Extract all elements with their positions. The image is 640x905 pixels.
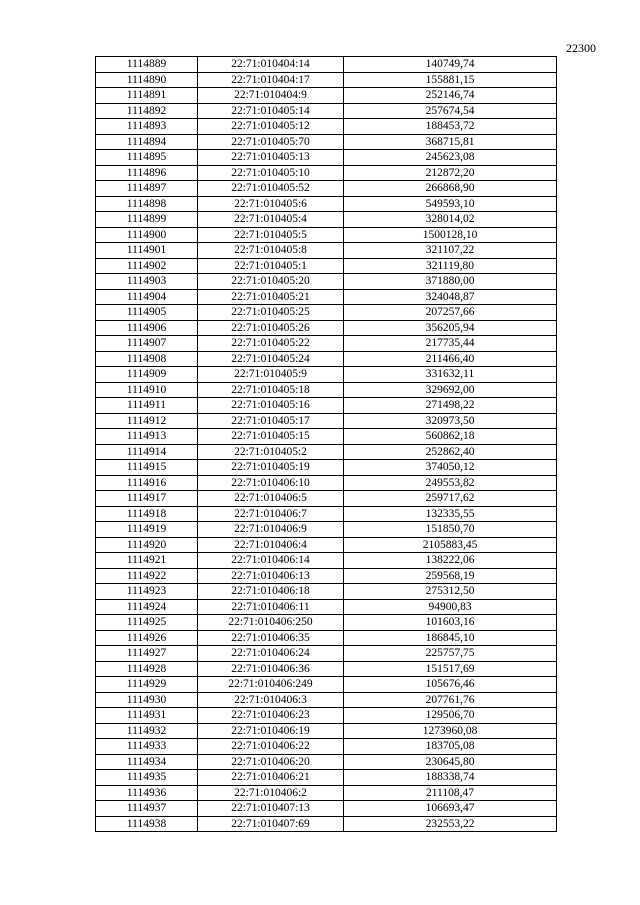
cadastral-number-cell: 22:71:010406:14	[198, 553, 344, 569]
table-row	[96, 723, 557, 739]
table-row	[96, 196, 557, 212]
table-row	[96, 599, 557, 615]
value-cell: 183705,08	[344, 739, 557, 755]
table-row	[96, 336, 557, 352]
row-number-cell: 1114914	[96, 444, 198, 460]
cadastral-number-cell: 22:71:010405:2	[198, 444, 344, 460]
table-row	[96, 181, 557, 197]
table-row	[96, 584, 557, 600]
value-cell: 140749,74	[344, 57, 557, 73]
value-cell: 207257,66	[344, 305, 557, 321]
table-row	[96, 289, 557, 305]
table-row	[96, 754, 557, 770]
row-number-cell: 1114928	[96, 661, 198, 677]
row-number-cell: 1114899	[96, 212, 198, 228]
registry-table	[95, 56, 557, 832]
cadastral-number-cell: 22:71:010405:21	[198, 289, 344, 305]
registry-table-body	[96, 57, 557, 832]
cadastral-number-cell: 22:71:010404:9	[198, 88, 344, 104]
row-number-cell: 1114925	[96, 615, 198, 631]
row-number-cell: 1114895	[96, 150, 198, 166]
value-cell: 211466,40	[344, 351, 557, 367]
cadastral-number-cell: 22:71:010405:12	[198, 119, 344, 135]
table-row	[96, 72, 557, 88]
cadastral-number-cell: 22:71:010406:11	[198, 599, 344, 615]
value-cell: 275312,50	[344, 584, 557, 600]
cadastral-number-cell: 22:71:010406:19	[198, 723, 344, 739]
table-row	[96, 243, 557, 259]
value-cell: 368715,81	[344, 134, 557, 150]
table-row	[96, 274, 557, 290]
cadastral-number-cell: 22:71:010406:5	[198, 491, 344, 507]
table-row	[96, 739, 557, 755]
table-row	[96, 134, 557, 150]
row-number-cell: 1114908	[96, 351, 198, 367]
value-cell: 151517,69	[344, 661, 557, 677]
cadastral-number-cell: 22:71:010405:22	[198, 336, 344, 352]
value-cell: 1500128,10	[344, 227, 557, 243]
row-number-cell: 1114937	[96, 801, 198, 817]
cadastral-number-cell: 22:71:010405:19	[198, 460, 344, 476]
cadastral-number-cell: 22:71:010406:10	[198, 475, 344, 491]
value-cell: 211108,47	[344, 785, 557, 801]
cadastral-number-cell: 22:71:010406:3	[198, 692, 344, 708]
cadastral-number-cell: 22:71:010405:25	[198, 305, 344, 321]
value-cell: 151850,70	[344, 522, 557, 538]
value-cell: 230645,80	[344, 754, 557, 770]
value-cell: 188338,74	[344, 770, 557, 786]
cadastral-number-cell: 22:71:010406:20	[198, 754, 344, 770]
cadastral-number-cell: 22:71:010405:70	[198, 134, 344, 150]
value-cell: 271498,22	[344, 398, 557, 414]
value-cell: 1273960,08	[344, 723, 557, 739]
table-row	[96, 351, 557, 367]
row-number-cell: 1114890	[96, 72, 198, 88]
table-row	[96, 413, 557, 429]
page-number: 22300	[566, 41, 596, 55]
row-number-cell: 1114903	[96, 274, 198, 290]
value-cell: 225757,75	[344, 646, 557, 662]
row-number-cell: 1114920	[96, 537, 198, 553]
value-cell: 560862,18	[344, 429, 557, 445]
value-cell: 356205,94	[344, 320, 557, 336]
row-number-cell: 1114904	[96, 289, 198, 305]
table-row	[96, 398, 557, 414]
cadastral-number-cell: 22:71:010406:18	[198, 584, 344, 600]
value-cell: 329692,00	[344, 382, 557, 398]
cadastral-number-cell: 22:71:010406:9	[198, 522, 344, 538]
row-number-cell: 1114927	[96, 646, 198, 662]
value-cell: 331632,11	[344, 367, 557, 383]
value-cell: 245623,08	[344, 150, 557, 166]
value-cell: 321119,80	[344, 258, 557, 274]
table-row	[96, 475, 557, 491]
row-number-cell: 1114909	[96, 367, 198, 383]
value-cell: 320973,50	[344, 413, 557, 429]
table-row	[96, 506, 557, 522]
cadastral-number-cell: 22:71:010406:7	[198, 506, 344, 522]
cadastral-number-cell: 22:71:010405:9	[198, 367, 344, 383]
table-row	[96, 522, 557, 538]
value-cell: 212872,20	[344, 165, 557, 181]
value-cell: 549593,10	[344, 196, 557, 212]
row-number-cell: 1114933	[96, 739, 198, 755]
value-cell: 259568,19	[344, 568, 557, 584]
row-number-cell: 1114902	[96, 258, 198, 274]
row-number-cell: 1114900	[96, 227, 198, 243]
value-cell: 138222,06	[344, 553, 557, 569]
table-row	[96, 429, 557, 445]
cadastral-number-cell: 22:71:010406:23	[198, 708, 344, 724]
value-cell: 371880,00	[344, 274, 557, 290]
value-cell: 188453,72	[344, 119, 557, 135]
table-row	[96, 320, 557, 336]
table-row	[96, 444, 557, 460]
table-row	[96, 212, 557, 228]
value-cell: 2105883,45	[344, 537, 557, 553]
table-row	[96, 165, 557, 181]
table-row	[96, 801, 557, 817]
table-row	[96, 785, 557, 801]
table-row	[96, 382, 557, 398]
cadastral-number-cell: 22:71:010405:17	[198, 413, 344, 429]
cadastral-number-cell: 22:71:010406:24	[198, 646, 344, 662]
value-cell: 207761,76	[344, 692, 557, 708]
value-cell: 105676,46	[344, 677, 557, 693]
cadastral-number-cell: 22:71:010405:4	[198, 212, 344, 228]
row-number-cell: 1114898	[96, 196, 198, 212]
value-cell: 129506,70	[344, 708, 557, 724]
table-row	[96, 119, 557, 135]
cadastral-number-cell: 22:71:010406:22	[198, 739, 344, 755]
cadastral-number-cell: 22:71:010405:52	[198, 181, 344, 197]
value-cell: 232553,22	[344, 816, 557, 832]
cadastral-number-cell: 22:71:010406:250	[198, 615, 344, 631]
table-row	[96, 630, 557, 646]
cadastral-number-cell: 22:71:010406:13	[198, 568, 344, 584]
row-number-cell: 1114894	[96, 134, 198, 150]
row-number-cell: 1114921	[96, 553, 198, 569]
value-cell: 101603,16	[344, 615, 557, 631]
value-cell: 328014,02	[344, 212, 557, 228]
row-number-cell: 1114918	[96, 506, 198, 522]
value-cell: 374050,12	[344, 460, 557, 476]
row-number-cell: 1114897	[96, 181, 198, 197]
row-number-cell: 1114892	[96, 103, 198, 119]
row-number-cell: 1114922	[96, 568, 198, 584]
row-number-cell: 1114905	[96, 305, 198, 321]
cadastral-number-cell: 22:71:010405:18	[198, 382, 344, 398]
table-row	[96, 491, 557, 507]
row-number-cell: 1114936	[96, 785, 198, 801]
table-row	[96, 553, 557, 569]
row-number-cell: 1114926	[96, 630, 198, 646]
cadastral-number-cell: 22:71:010406:35	[198, 630, 344, 646]
row-number-cell: 1114907	[96, 336, 198, 352]
table-row	[96, 258, 557, 274]
table-row	[96, 692, 557, 708]
row-number-cell: 1114906	[96, 320, 198, 336]
row-number-cell: 1114901	[96, 243, 198, 259]
row-number-cell: 1114915	[96, 460, 198, 476]
table-row	[96, 305, 557, 321]
table-row	[96, 816, 557, 832]
table-row	[96, 150, 557, 166]
cadastral-number-cell: 22:71:010406:4	[198, 537, 344, 553]
row-number-cell: 1114891	[96, 88, 198, 104]
cadastral-number-cell: 22:71:010406:36	[198, 661, 344, 677]
cadastral-number-cell: 22:71:010405:13	[198, 150, 344, 166]
row-number-cell: 1114889	[96, 57, 198, 73]
cadastral-number-cell: 22:71:010405:10	[198, 165, 344, 181]
table-row	[96, 227, 557, 243]
table-row	[96, 677, 557, 693]
cadastral-number-cell: 22:71:010405:16	[198, 398, 344, 414]
row-number-cell: 1114919	[96, 522, 198, 538]
row-number-cell: 1114893	[96, 119, 198, 135]
row-number-cell: 1114934	[96, 754, 198, 770]
table-row	[96, 770, 557, 786]
row-number-cell: 1114929	[96, 677, 198, 693]
cadastral-number-cell: 22:71:010405:20	[198, 274, 344, 290]
table-row	[96, 708, 557, 724]
value-cell: 132335,55	[344, 506, 557, 522]
table-row	[96, 460, 557, 476]
cadastral-number-cell: 22:71:010405:5	[198, 227, 344, 243]
row-number-cell: 1114923	[96, 584, 198, 600]
row-number-cell: 1114932	[96, 723, 198, 739]
cadastral-number-cell: 22:71:010406:21	[198, 770, 344, 786]
value-cell: 257674,54	[344, 103, 557, 119]
row-number-cell: 1114916	[96, 475, 198, 491]
row-number-cell: 1114924	[96, 599, 198, 615]
table-row	[96, 57, 557, 73]
value-cell: 252862,40	[344, 444, 557, 460]
table-row	[96, 646, 557, 662]
row-number-cell: 1114912	[96, 413, 198, 429]
value-cell: 321107,22	[344, 243, 557, 259]
value-cell: 106693,47	[344, 801, 557, 817]
value-cell: 94900,83	[344, 599, 557, 615]
cadastral-number-cell: 22:71:010405:14	[198, 103, 344, 119]
cadastral-number-cell: 22:71:010404:17	[198, 72, 344, 88]
table-row	[96, 661, 557, 677]
row-number-cell: 1114913	[96, 429, 198, 445]
value-cell: 252146,74	[344, 88, 557, 104]
cadastral-number-cell: 22:71:010404:14	[198, 57, 344, 73]
row-number-cell: 1114930	[96, 692, 198, 708]
value-cell: 249553,82	[344, 475, 557, 491]
row-number-cell: 1114910	[96, 382, 198, 398]
value-cell: 266868,90	[344, 181, 557, 197]
table-row	[96, 615, 557, 631]
cadastral-number-cell: 22:71:010405:24	[198, 351, 344, 367]
cadastral-number-cell: 22:71:010405:15	[198, 429, 344, 445]
value-cell: 259717,62	[344, 491, 557, 507]
cadastral-number-cell: 22:71:010406:2	[198, 785, 344, 801]
cadastral-number-cell: 22:71:010406:249	[198, 677, 344, 693]
row-number-cell: 1114917	[96, 491, 198, 507]
cadastral-number-cell: 22:71:010405:26	[198, 320, 344, 336]
cadastral-number-cell: 22:71:010405:8	[198, 243, 344, 259]
row-number-cell: 1114931	[96, 708, 198, 724]
cadastral-number-cell: 22:71:010405:6	[198, 196, 344, 212]
cadastral-number-cell: 22:71:010407:69	[198, 816, 344, 832]
row-number-cell: 1114935	[96, 770, 198, 786]
value-cell: 186845,10	[344, 630, 557, 646]
table-row	[96, 88, 557, 104]
table-row	[96, 367, 557, 383]
row-number-cell: 1114911	[96, 398, 198, 414]
row-number-cell: 1114938	[96, 816, 198, 832]
table-row	[96, 103, 557, 119]
value-cell: 217735,44	[344, 336, 557, 352]
cadastral-number-cell: 22:71:010407:13	[198, 801, 344, 817]
row-number-cell: 1114896	[96, 165, 198, 181]
table-row	[96, 568, 557, 584]
value-cell: 324048,87	[344, 289, 557, 305]
value-cell: 155881,15	[344, 72, 557, 88]
cadastral-number-cell: 22:71:010405:1	[198, 258, 344, 274]
table-row	[96, 537, 557, 553]
